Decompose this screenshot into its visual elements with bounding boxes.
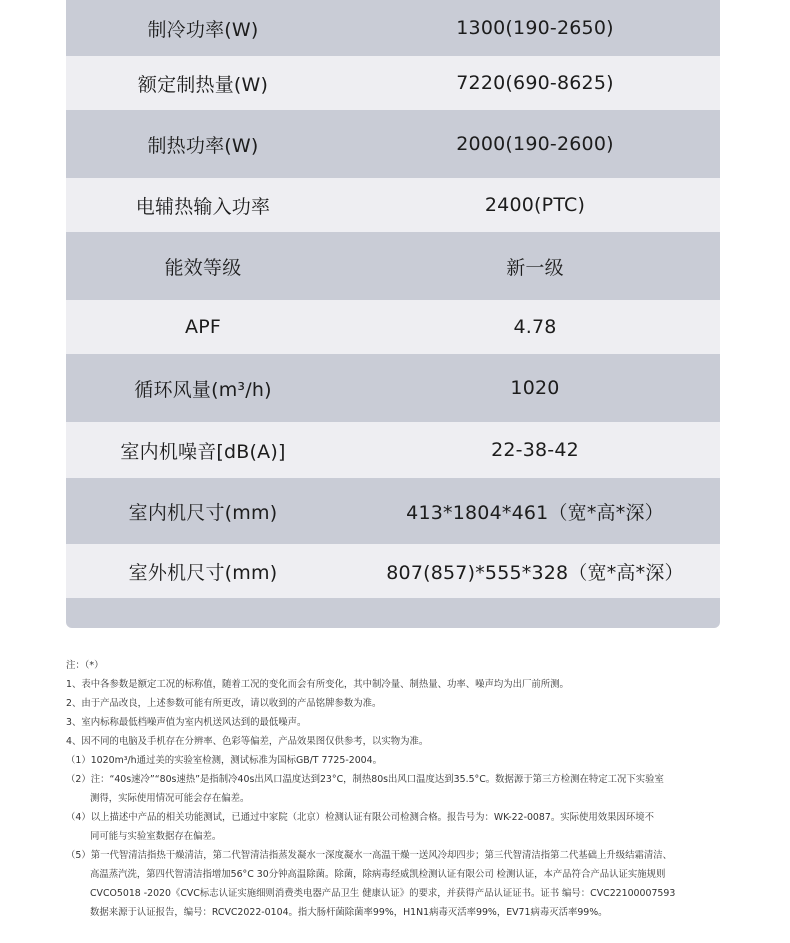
spec-row-cooling-power: [66, 0, 720, 56]
notes-title: 注：（*）: [66, 660, 104, 671]
spec-table: [66, 0, 720, 628]
spec-value: 807(857)*555*328（宽*高*深）: [386, 561, 684, 584]
spec-label: 循环风量(m³/h): [134, 378, 272, 401]
spec-row-efficiency-grade: [66, 232, 720, 300]
spec-label: 室外机尺寸(mm): [128, 561, 278, 584]
spec-row-indoor-size: [66, 478, 720, 544]
spec-table-footer: [66, 598, 720, 628]
spec-row-aux-heater: [66, 178, 720, 232]
note-item-continued: CVCO5018 -2020《CVC标志认证实施细则消费类电器产品卫生 健康认证》的要求，并获得产品认证证书。证书 编号：CVC22100007593: [90, 888, 676, 899]
note-item: （5）第一代智清洁指热干燥清洁，第二代智清洁指蒸发凝水一深度凝水一高温干燥一送风冷却四步；第三代智清洁指第二代基础上升级结霜清洁、: [66, 850, 672, 861]
note-item: 2、由于产品改良，上述参数可能有所更改，请以收到的产品铭牌参数为准。: [66, 698, 382, 709]
note-item: 3、室内标称最低档噪声值为室内机送风达到的最低噪声。: [66, 717, 307, 728]
spec-row-indoor-noise: [66, 422, 720, 478]
spec-label: APF: [185, 316, 221, 338]
notes-section: [66, 656, 756, 922]
spec-row-heating-power: [66, 110, 720, 178]
spec-value: 新一级: [506, 256, 564, 279]
spec-value: 413*1804*461（宽*高*深）: [406, 501, 664, 524]
spec-label: 电辅热输入功率: [135, 195, 271, 218]
spec-label: 能效等级: [164, 256, 242, 279]
note-item-continued: 高温蒸汽洗，第四代智清洁指增加56°C 30分钟高温除菌。除菌，除病毒经威凯检测认证有限公司 检测认证，本产品符合产品认证实施规则: [90, 869, 666, 880]
note-item: 4、因不同的电脑及手机存在分辨率、色彩等偏差，产品效果图仅供参考，以实物为准。: [66, 736, 429, 747]
spec-label: 制热功率(W): [147, 134, 259, 157]
note-item: （4）以上描述中产品的相关功能测试，已通过中家院（北京）检测认证有限公司检测合格。报告号为：WK-22-0087。实际使用效果因环境不: [66, 812, 654, 823]
spec-label: 室内机尺寸(mm): [128, 501, 278, 524]
note-item-continued: 数据来源于认证报告，编号：RCVC2022-0104。指大肠杆菌除菌率99%，H1N1病毒灭活率99%，EV71病毒灭活率99%。: [90, 907, 608, 918]
note-item: （2）注：“40s速冷”“80s速热”是指制冷40s出风口温度达到23°C，制热80s出风口温度达到35.5°C。数据源于第三方检测在特定工况下实验室: [66, 774, 664, 785]
spec-row-outdoor-size: [66, 544, 720, 598]
spec-value: 1300(190-2650): [456, 17, 614, 39]
spec-value: 22-38-42: [491, 439, 579, 461]
note-item-continued: 测得，实际使用情况可能会存在偏差。: [90, 793, 250, 804]
spec-value: 7220(690-8625): [456, 72, 614, 94]
spec-value: 4.78: [513, 316, 557, 338]
spec-label: 额定制热量(W): [137, 73, 269, 96]
note-item: （1）1020m³/h通过美的实验室检测，测试标准为国标GB/T 7725-2004。: [66, 755, 382, 766]
spec-label: 制冷功率(W): [147, 18, 259, 41]
spec-row-airflow: [66, 354, 720, 422]
spec-row-apf: [66, 300, 720, 354]
spec-value: 2000(190-2600): [456, 133, 614, 155]
spec-row-rated-heating: [66, 56, 720, 110]
spec-label: 室内机噪音[dB(A)]: [120, 440, 286, 463]
spec-value: 1020: [510, 377, 560, 399]
spec-value: 2400(PTC): [484, 194, 586, 216]
note-item-continued: 同可能与实验室数据存在偏差。: [90, 831, 222, 842]
note-item: 1、表中各参数是额定工况的标称值，随着工况的变化而会有所变化，其中制冷量、制热量、功率、噪声均为出厂前所测。: [66, 679, 569, 690]
